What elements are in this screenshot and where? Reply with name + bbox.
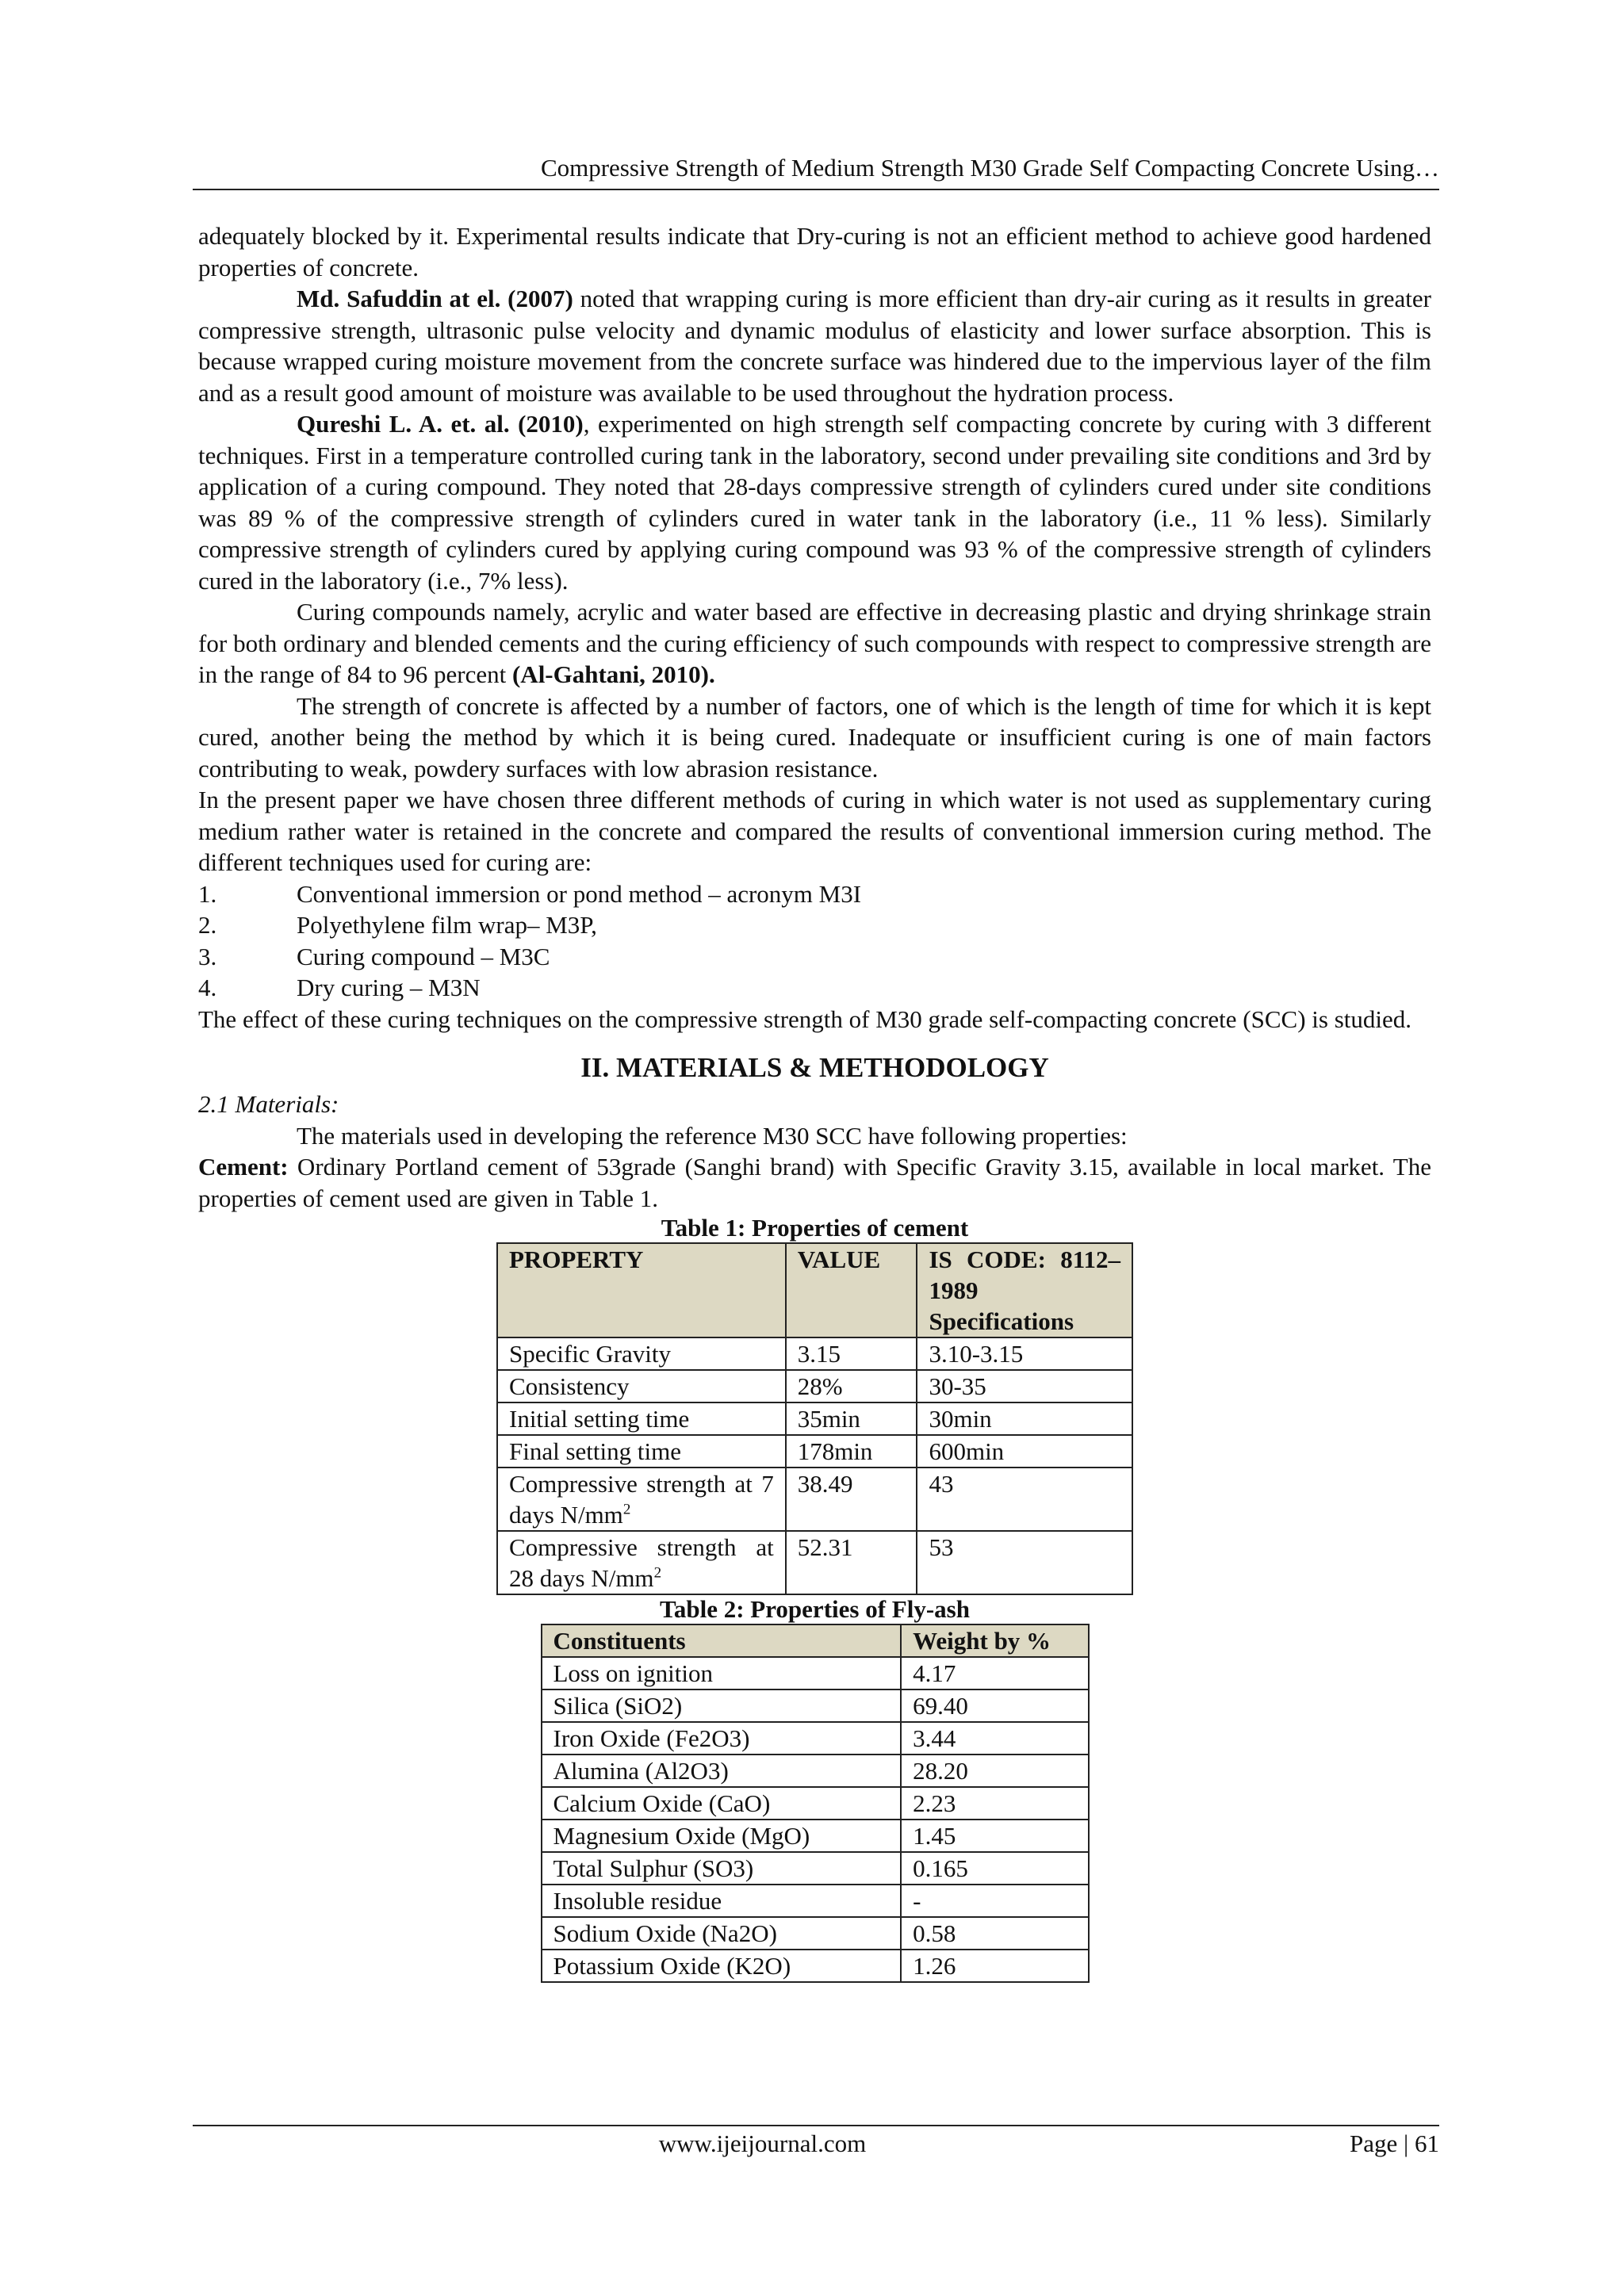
table-cell: Loss on ignition: [542, 1657, 902, 1689]
unit-exponent: 2: [622, 1501, 631, 1518]
paragraph-text: noted that wrapping curing is more efficient than dry-air curing as it results in greater compressive strength, ultrasonic pulse velocity and dynamic modulus of elasticity and lower surface absorption. This is because wrapped curing moisture movement from the concrete surface was hindered due to the impervious layer of the film and as a result good amount of moisture was available to be used throughout the hydration process.: [198, 285, 1432, 407]
table-cell: Potassium Oxide (K2O): [542, 1950, 902, 1982]
table-cell: 4.17: [901, 1657, 1088, 1689]
table-row: [542, 1885, 1089, 1917]
unit-exponent: 2: [653, 1564, 662, 1582]
table-cell: Specific Gravity: [497, 1337, 786, 1370]
table-row: [542, 1950, 1089, 1982]
flyash-properties-table: [541, 1624, 1090, 1983]
table-row: [542, 1820, 1089, 1852]
table-cell: [497, 1531, 786, 1594]
table-cell: 38.49: [786, 1468, 917, 1531]
table-cell: 52.31: [786, 1531, 917, 1594]
table2-caption: Table 2: Properties of Fly-ash: [660, 1595, 970, 1623]
subsection-title: 2.1 Materials:: [198, 1090, 339, 1118]
header-cell: PROPERTY: [497, 1243, 786, 1337]
header-cell: VALUE: [786, 1243, 917, 1337]
cell-text: Compressive strength at 28 days N/mm: [509, 1533, 774, 1592]
table-row: [497, 1435, 1132, 1468]
table-cell: Consistency: [497, 1370, 786, 1402]
table-cell: 43: [917, 1468, 1132, 1531]
running-header: Compressive Strength of Medium Strength M30 Grade Self Compacting Concrete Using…: [540, 154, 1439, 182]
list-text: Dry curing – M3N: [297, 974, 481, 1001]
table-cell: 2.23: [901, 1787, 1088, 1820]
table-cell: Total Sulphur (SO3): [542, 1852, 902, 1885]
header-cell: IS CODE: 8112–1989 Specifications: [917, 1243, 1132, 1337]
curing-methods-list: [198, 878, 1431, 1004]
list-item: [198, 972, 1431, 1004]
table-row: [497, 1468, 1132, 1531]
table-cell: 53: [917, 1531, 1132, 1594]
table-row: [542, 1852, 1089, 1885]
table-row: [497, 1531, 1132, 1594]
header-rule: [193, 189, 1439, 190]
table-row: [497, 1337, 1132, 1370]
table-row: [542, 1917, 1089, 1950]
table-row: [542, 1755, 1089, 1787]
page-number: Page | 61: [1350, 2130, 1439, 2157]
table-cell: 3.15: [786, 1337, 917, 1370]
table-cell: 28%: [786, 1370, 917, 1402]
footer-rule: [193, 2125, 1439, 2126]
table1-caption: Table 1: Properties of cement: [661, 1214, 969, 1242]
paragraph-text: , experimented on high strength self compacting concrete by curing with 3 different techniques. First in a temperature controlled curing tank in the laboratory, second under prevailing site conditions and 3rd by application of a curing compound. They noted that 28-days compressive strength of cylinders cured under site conditions was 89 % of the compressive strength of cylinders cured in water tank in the laboratory (i.e., 11 % less). Similarly compressive strength of cylinders cured by applying curing compound was 93 % of the compressive strength of cylinders cured in the laboratory (i.e., 7% less).: [198, 410, 1431, 595]
table-cell: 1.45: [901, 1820, 1088, 1852]
table-row: [497, 1370, 1132, 1402]
paragraph-safuddin: [198, 283, 1431, 408]
citation-qureshi: Qureshi L. A. et. al. (2010): [297, 410, 584, 438]
table-cell: 0.165: [901, 1852, 1088, 1885]
table-row: [542, 1787, 1089, 1820]
table-header-row: [542, 1624, 1089, 1657]
table-cell: Calcium Oxide (CaO): [542, 1787, 902, 1820]
table-cell: 0.58: [901, 1917, 1088, 1950]
list-number: 4.: [198, 974, 217, 1001]
cell-text: Compressive strength at 7 days N/mm: [509, 1470, 774, 1529]
list-item: [198, 941, 1431, 973]
table-row: [542, 1657, 1089, 1689]
table-cell: Insoluble residue: [542, 1885, 902, 1917]
table-cell: 69.40: [901, 1689, 1088, 1722]
citation-al-gahtani: (Al-Gahtani, 2010).: [511, 660, 715, 688]
list-text: Polyethylene film wrap– M3P,: [297, 911, 597, 939]
table-cell: Sodium Oxide (Na2O): [542, 1917, 902, 1950]
paragraph-materials-intro: The materials used in developing the reference M30 SCC have following properties:: [297, 1121, 1128, 1150]
table-row: [542, 1722, 1089, 1755]
list-item: [198, 878, 1431, 910]
paragraph-text: Ordinary Portland cement of 53grade (Sanghi brand) with Specific Gravity 3.15, available in local market. The properties of cement used are given in Table 1.: [198, 1153, 1431, 1212]
paragraph-cement: [198, 1151, 1431, 1214]
table-cell: Alumina (Al2O3): [542, 1755, 902, 1787]
table-row: [497, 1402, 1132, 1435]
table-header-row: [497, 1243, 1132, 1337]
table-cell: Iron Oxide (Fe2O3): [542, 1722, 902, 1755]
table-cell: [497, 1468, 786, 1531]
footer-url: www.ijeijournal.com: [658, 2130, 867, 2157]
paragraph-text: Curing compounds namely, acrylic and water based are effective in decreasing plastic and drying shrinkage strain for both ordinary and blended cements and the curing efficiency of such compounds with respect to compressive strength are in the range of 84 to 96 percent: [198, 598, 1431, 688]
paragraph-strength-factors: The strength of concrete is affected by a number of factors, one of which is the length of time for which it is kept cured, another being the method by which it is being cured. Inadequate or insufficient curing is one of main factors contributing to weak, powdery surfaces with low abrasion resistance.: [198, 691, 1431, 783]
list-text: Conventional immersion or pond method – acronym M3I: [297, 879, 862, 908]
paragraph-curing-compounds: [198, 596, 1431, 691]
table-cell: Final setting time: [497, 1435, 786, 1468]
list-item: [198, 909, 1431, 941]
table-cell: 30min: [917, 1402, 1132, 1435]
table-cell: 35min: [786, 1402, 917, 1435]
section-title: II. MATERIALS & METHODOLOGY: [580, 1052, 1049, 1083]
table-row: [542, 1689, 1089, 1722]
cement-properties-table: [496, 1242, 1133, 1595]
page-body: [198, 220, 1431, 1983]
table-cell: -: [901, 1885, 1088, 1917]
cement-label: Cement:: [198, 1153, 289, 1181]
list-text: Curing compound – M3C: [297, 942, 550, 970]
table-cell: Initial setting time: [497, 1402, 786, 1435]
table-cell: 1.26: [901, 1950, 1088, 1982]
paragraph-qureshi: [198, 408, 1431, 596]
list-number: 2.: [198, 911, 217, 939]
table-cell: 3.10-3.15: [917, 1337, 1132, 1370]
header-cell: Constituents: [542, 1624, 902, 1657]
table-cell: 3.44: [901, 1722, 1088, 1755]
header-cell: Weight by %: [901, 1624, 1088, 1657]
table-cell: 30-35: [917, 1370, 1132, 1402]
paragraph-continuation: adequately blocked by it. Experimental results indicate that Dry-curing is not an efficient method to achieve good hardened properties of concrete.: [198, 222, 1431, 281]
table-cell: Silica (SiO2): [542, 1689, 902, 1722]
citation-safuddin: Md. Safuddin at el. (2007): [297, 285, 573, 312]
paragraph-present-paper: In the present paper we have chosen three different methods of curing in which water is not used as supplementary curing medium rather water is retained in the concrete and compared the results of conventional immersion curing method. The different techniques used for curing are:: [198, 786, 1431, 876]
list-number: 1.: [198, 879, 217, 908]
table-cell: 28.20: [901, 1755, 1088, 1787]
table-cell: 600min: [917, 1435, 1132, 1468]
list-number: 3.: [198, 942, 217, 970]
table-cell: Magnesium Oxide (MgO): [542, 1820, 902, 1852]
table-cell: 178min: [786, 1435, 917, 1468]
paragraph-effect: The effect of these curing techniques on the compressive strength of M30 grade self-compacting concrete (SCC) is studied.: [198, 1004, 1412, 1033]
